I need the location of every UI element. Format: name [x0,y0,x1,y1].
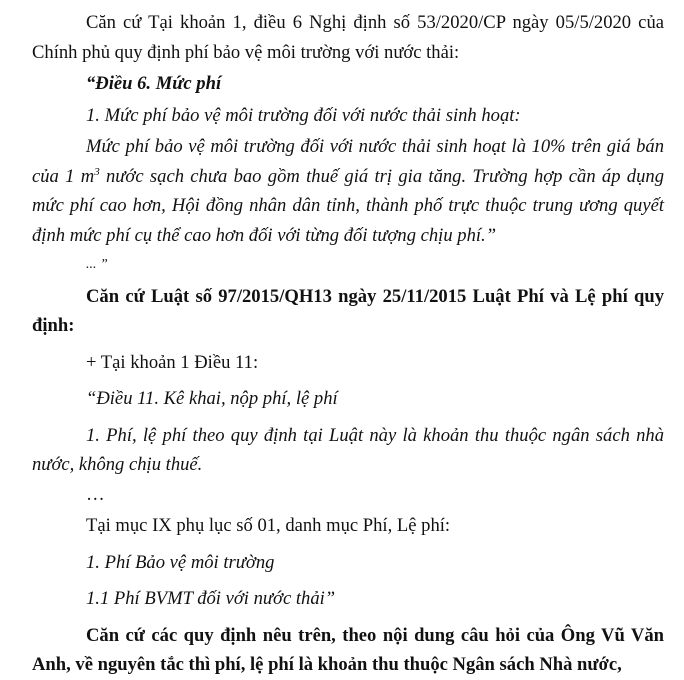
paragraph-decree-reference: Căn cứ Tại khoản 1, điều 6 Nghị định số 53/2020/CP ngày 05/5/2020 của Chính phủ quy định phí bảo vệ môi trường với nước thải: [32,12,664,63]
clause-1-body-part1: Mức phí bảo vệ môi trường đối với nước thải sinh hoạt là 10% trên giá bán của 1 m [32,136,664,187]
ellipsis: … [86,483,105,505]
clause-1-heading: 1. Mức phí bảo vệ môi trường đối với nước thải sinh hoạt: [86,104,521,126]
article-11-reference: + Tại khoản 1 Điều 11: [86,351,259,373]
article-11-clause-1: 1. Phí, lệ phí theo quy định tại Luật này là khoản thu thuộc ngân sách nhà nước, không chịu thuế. [32,424,664,475]
fee-item-1-1: 1.1 Phí BVMT đối với nước thải” [86,588,336,609]
quote-article-11-heading: “Điều 11. Kê khai, nộp phí, lệ phí [86,388,338,409]
superscript-3: 3 [94,165,100,178]
ellipsis-quote-end: ... ” [86,257,108,272]
conclusion-paragraph: Căn cứ các quy định nêu trên, theo nội dung câu hỏi của Ông Vũ Văn Anh, về nguyên tắc thì phí, lệ phí là khoản thu thuộc Ngân sách Nhà nước, [32,624,664,675]
quote-article-6-heading: “Điều 6. Mức phí [86,73,222,94]
appendix-reference: Tại mục IX phụ lục số 01, danh mục Phí, Lệ phí: [86,515,451,536]
clause-1-body-part2: nước sạch chưa bao gồm thuế giá trị gia tăng. Trường hợp cần áp dụng mức phí cao hơn, Hội đồng nhân dân tỉnh, thành phố trực thuộc trung ương quyết định mức phí cụ thể cao hơn đối với từng đối tượng chịu phí.” [32,165,664,246]
clause-1-body [32,132,664,250]
fee-item-1: 1. Phí Bảo vệ môi trường [86,551,275,573]
paragraph-law-reference: Căn cứ Luật số 97/2015/QH13 ngày 25/11/2015 Luật Phí và Lệ phí quy định: [32,285,664,336]
